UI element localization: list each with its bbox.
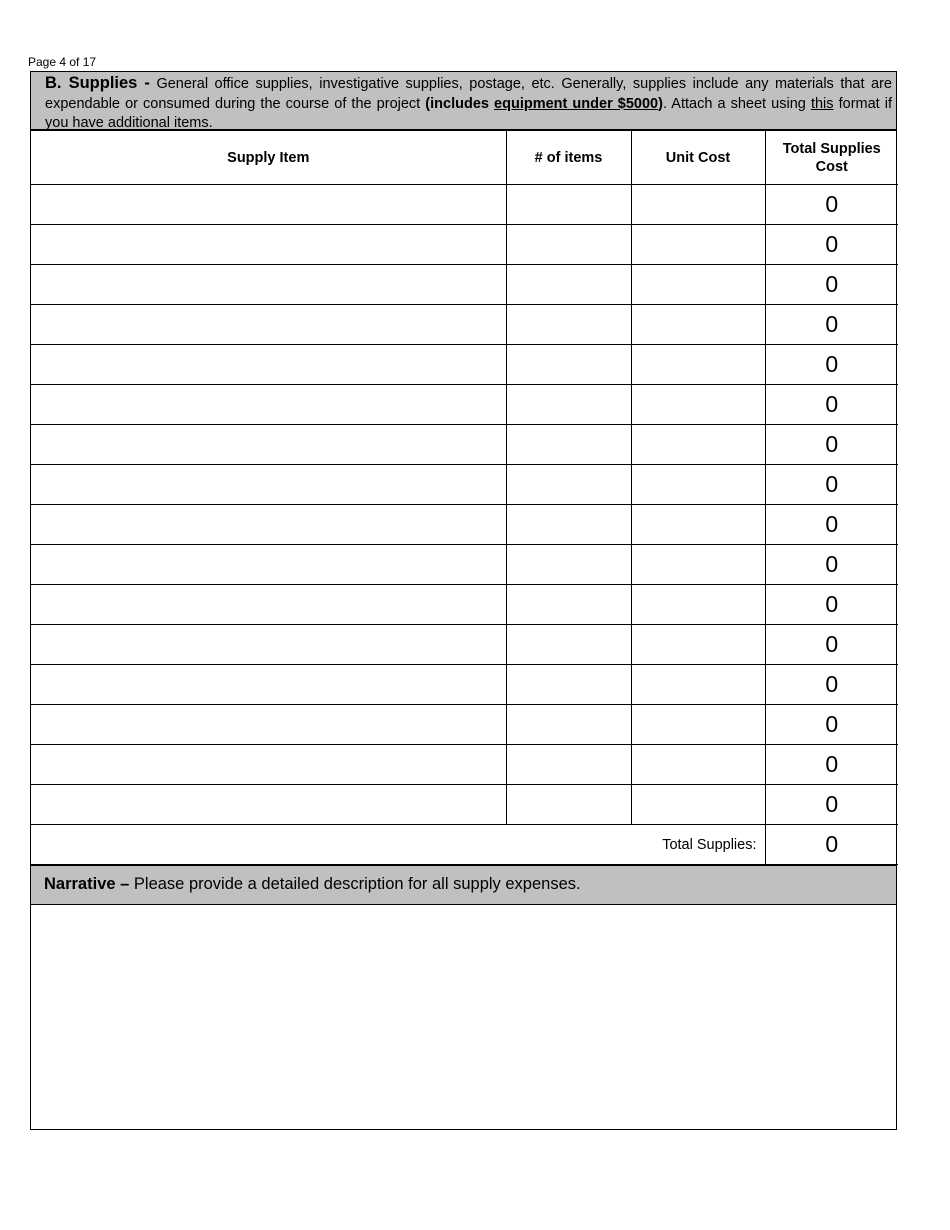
supply-item-cell[interactable] [31,585,506,625]
total-cost-cell: 0 [765,665,898,705]
section-desc-bold-close: ) [658,95,663,112]
total-cost-cell: 0 [765,625,898,665]
unit-cost-cell[interactable] [631,785,765,825]
section-desc-equipment: equipment under $5000 [494,95,659,112]
total-cost-cell: 0 [765,465,898,505]
total-cost-cell: 0 [765,225,898,265]
col-num-items: # of items [506,131,631,185]
section-header [31,72,896,131]
total-cost-cell: 0 [765,305,898,345]
total-supplies-value: 0 [765,825,898,865]
table-header-row [31,131,898,185]
total-cost-cell: 0 [765,505,898,545]
narrative-header [31,865,896,905]
table-row [31,225,898,265]
table-row [31,705,898,745]
num-items-cell[interactable] [506,305,631,345]
num-items-cell[interactable] [506,665,631,705]
section-desc-bold-open: (includes [425,95,489,112]
unit-cost-cell[interactable] [631,465,765,505]
section-title: B. Supplies - [45,74,150,92]
total-cost-cell: 0 [765,185,898,225]
supply-item-cell[interactable] [31,705,506,745]
unit-cost-cell[interactable] [631,345,765,385]
col-supply-item: Supply Item [31,131,506,185]
total-cost-cell: 0 [765,705,898,745]
supply-item-cell[interactable] [31,225,506,265]
total-cost-cell: 0 [765,785,898,825]
supply-item-cell[interactable] [31,345,506,385]
section-desc-bold [425,96,663,112]
unit-cost-cell[interactable] [631,305,765,345]
num-items-cell[interactable] [506,705,631,745]
supply-item-cell[interactable] [31,385,506,425]
num-items-cell[interactable] [506,505,631,545]
table-row [31,345,898,385]
total-cost-cell: 0 [765,585,898,625]
num-items-cell[interactable] [506,425,631,465]
num-items-cell[interactable] [506,385,631,425]
unit-cost-cell[interactable] [631,185,765,225]
table-row [31,185,898,225]
col-unit-cost: Unit Cost [631,131,765,185]
unit-cost-cell[interactable] [631,505,765,545]
table-row [31,265,898,305]
num-items-cell[interactable] [506,785,631,825]
unit-cost-cell[interactable] [631,425,765,465]
total-cost-cell: 0 [765,425,898,465]
table-row [31,585,898,625]
total-cost-cell: 0 [765,545,898,585]
supply-item-cell[interactable] [31,265,506,305]
table-row [31,425,898,465]
unit-cost-cell[interactable] [631,625,765,665]
table-row [31,385,898,425]
supply-item-cell[interactable] [31,465,506,505]
total-cost-cell: 0 [765,265,898,305]
num-items-cell[interactable] [506,585,631,625]
total-row [31,825,898,865]
num-items-cell[interactable] [506,185,631,225]
narrative-prompt: Please provide a detailed description for all supply expenses. [133,875,581,893]
supply-item-cell[interactable] [31,785,506,825]
supply-item-cell[interactable] [31,545,506,585]
table-row [31,665,898,705]
num-items-cell[interactable] [506,545,631,585]
unit-cost-cell[interactable] [631,665,765,705]
section-desc-2: . Attach a sheet using [662,95,806,112]
unit-cost-cell[interactable] [631,265,765,305]
unit-cost-cell[interactable] [631,705,765,745]
supply-item-cell[interactable] [31,665,506,705]
table-row [31,625,898,665]
unit-cost-cell[interactable] [631,385,765,425]
section-desc-3: format if you have additional items. [45,95,893,131]
supply-item-cell[interactable] [31,745,506,785]
num-items-cell[interactable] [506,745,631,785]
table-row [31,465,898,505]
unit-cost-cell[interactable] [631,225,765,265]
col-total-cost [765,131,898,185]
table-row [31,305,898,345]
page-number: Page 4 of 17 [28,55,97,69]
num-items-cell[interactable] [506,465,631,505]
supplies-form [30,71,897,1130]
table-row [31,545,898,585]
total-cost-cell: 0 [765,385,898,425]
num-items-cell[interactable] [506,225,631,265]
unit-cost-cell[interactable] [631,585,765,625]
narrative-text-area[interactable] [31,905,896,1129]
supply-item-cell[interactable] [31,625,506,665]
section-desc-this: this [810,95,834,112]
supplies-table [31,131,898,865]
col-total-cost-label: Total Supplies Cost [782,140,881,175]
supply-item-cell[interactable] [31,185,506,225]
num-items-cell[interactable] [506,265,631,305]
supply-item-cell[interactable] [31,305,506,345]
table-row [31,745,898,785]
unit-cost-cell[interactable] [631,545,765,585]
num-items-cell[interactable] [506,345,631,385]
total-cost-cell: 0 [765,345,898,385]
total-supplies-label: Total Supplies: [31,825,765,865]
num-items-cell[interactable] [506,625,631,665]
supply-item-cell[interactable] [31,505,506,545]
total-cost-cell: 0 [765,745,898,785]
table-row [31,505,898,545]
table-row [31,785,898,825]
narrative-title: Narrative – [44,875,130,893]
section-desc-1: General office supplies, investigative supplies, postage, etc. Generally, supplies include any materials that are expendable or consumed during the course of the project [45,76,892,112]
unit-cost-cell[interactable] [631,745,765,785]
supply-item-cell[interactable] [31,425,506,465]
